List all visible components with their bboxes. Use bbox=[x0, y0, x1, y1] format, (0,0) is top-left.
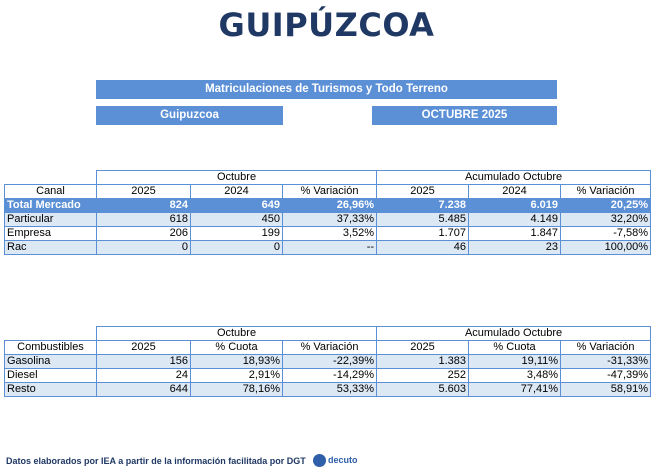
group-header-accumulated: Acumulado Octubre bbox=[377, 327, 651, 341]
table-cell: 19,11% bbox=[469, 355, 561, 369]
table-cell: 37,33% bbox=[283, 213, 377, 227]
column-header: 2025 bbox=[97, 341, 191, 355]
table-cell: 199 bbox=[191, 227, 283, 241]
table-cell: -31,33% bbox=[561, 355, 651, 369]
table-cell: 32,20% bbox=[561, 213, 651, 227]
table-cell: 450 bbox=[191, 213, 283, 227]
column-header: % Cuota bbox=[191, 341, 283, 355]
period-label: OCTUBRE 2025 bbox=[372, 106, 557, 125]
column-header-row bbox=[5, 341, 651, 355]
table-cell: 5.485 bbox=[377, 213, 469, 227]
banner-title: Matriculaciones de Turismos y Todo Terreno bbox=[96, 80, 557, 99]
column-header: Combustibles bbox=[5, 341, 97, 355]
table-cell: 23 bbox=[469, 241, 561, 255]
table-cell: 3,48% bbox=[469, 369, 561, 383]
page-title: GUIPÚZCOA bbox=[218, 6, 435, 44]
logo bbox=[313, 452, 358, 468]
column-header: % Variación bbox=[561, 185, 651, 199]
table-cell: 100,00% bbox=[561, 241, 651, 255]
row-label: Gasolina bbox=[5, 355, 97, 369]
logo-text: decuto bbox=[328, 455, 358, 465]
table-cell: 77,41% bbox=[469, 383, 561, 397]
table-cell: 1.847 bbox=[469, 227, 561, 241]
table-cell: 252 bbox=[377, 369, 469, 383]
table-cell: -47,39% bbox=[561, 369, 651, 383]
group-header-month: Octubre bbox=[97, 327, 377, 341]
table-row bbox=[5, 213, 651, 227]
table-cell: 6.019 bbox=[469, 199, 561, 213]
group-header-accumulated: Acumulado Octubre bbox=[377, 171, 651, 185]
column-header: Canal bbox=[5, 185, 97, 199]
row-label: Resto bbox=[5, 383, 97, 397]
column-header-row bbox=[5, 185, 651, 199]
group-header-row bbox=[5, 171, 651, 185]
table-cell: -14,29% bbox=[283, 369, 377, 383]
table-cell: 7.238 bbox=[377, 199, 469, 213]
column-header: % Variación bbox=[283, 185, 377, 199]
table-row bbox=[5, 241, 651, 255]
table-cell: 1.707 bbox=[377, 227, 469, 241]
table-row bbox=[5, 199, 651, 213]
logo-icon bbox=[313, 454, 326, 467]
column-header: % Cuota bbox=[469, 341, 561, 355]
table-cell: 649 bbox=[191, 199, 283, 213]
table-cell: 78,16% bbox=[191, 383, 283, 397]
table-cell: 20,25% bbox=[561, 199, 651, 213]
table-cell: 618 bbox=[97, 213, 191, 227]
column-header: % Variación bbox=[283, 341, 377, 355]
table-cell: 0 bbox=[191, 241, 283, 255]
table-cell: 206 bbox=[97, 227, 191, 241]
source-note: Datos elaborados por IEA a partir de la información facilitada por DGT bbox=[6, 456, 306, 466]
region-label: Guipuzcoa bbox=[96, 106, 283, 125]
table-cell: 4.149 bbox=[469, 213, 561, 227]
table-cell: 26,96% bbox=[283, 199, 377, 213]
table-cell: 3,52% bbox=[283, 227, 377, 241]
table-cell: 1.383 bbox=[377, 355, 469, 369]
table-cell: 0 bbox=[97, 241, 191, 255]
table-row bbox=[5, 355, 651, 369]
table-cell: 5.603 bbox=[377, 383, 469, 397]
row-label: Diesel bbox=[5, 369, 97, 383]
table-cell: 156 bbox=[97, 355, 191, 369]
table-row bbox=[5, 369, 651, 383]
row-label: Rac bbox=[5, 241, 97, 255]
table-cell: 2,91% bbox=[191, 369, 283, 383]
column-header: 2025 bbox=[377, 341, 469, 355]
table-cell: 53,33% bbox=[283, 383, 377, 397]
row-label: Empresa bbox=[5, 227, 97, 241]
row-label: Total Mercado bbox=[5, 199, 97, 213]
table-cell: 824 bbox=[97, 199, 191, 213]
column-header: 2024 bbox=[191, 185, 283, 199]
table-cell: -7,58% bbox=[561, 227, 651, 241]
group-header-month: Octubre bbox=[97, 171, 377, 185]
table-cell: 58,91% bbox=[561, 383, 651, 397]
table-row bbox=[5, 227, 651, 241]
table-cell: 24 bbox=[97, 369, 191, 383]
table-cell: 18,93% bbox=[191, 355, 283, 369]
channel-table bbox=[4, 170, 651, 255]
column-header: 2025 bbox=[377, 185, 469, 199]
row-label: Particular bbox=[5, 213, 97, 227]
table-row bbox=[5, 383, 651, 397]
group-header-row bbox=[5, 327, 651, 341]
fuel-table bbox=[4, 326, 651, 397]
table-cell: 46 bbox=[377, 241, 469, 255]
column-header: % Variación bbox=[561, 341, 651, 355]
table-cell: -- bbox=[283, 241, 377, 255]
column-header: 2024 bbox=[469, 185, 561, 199]
column-header: 2025 bbox=[97, 185, 191, 199]
table-cell: 644 bbox=[97, 383, 191, 397]
table-cell: -22,39% bbox=[283, 355, 377, 369]
